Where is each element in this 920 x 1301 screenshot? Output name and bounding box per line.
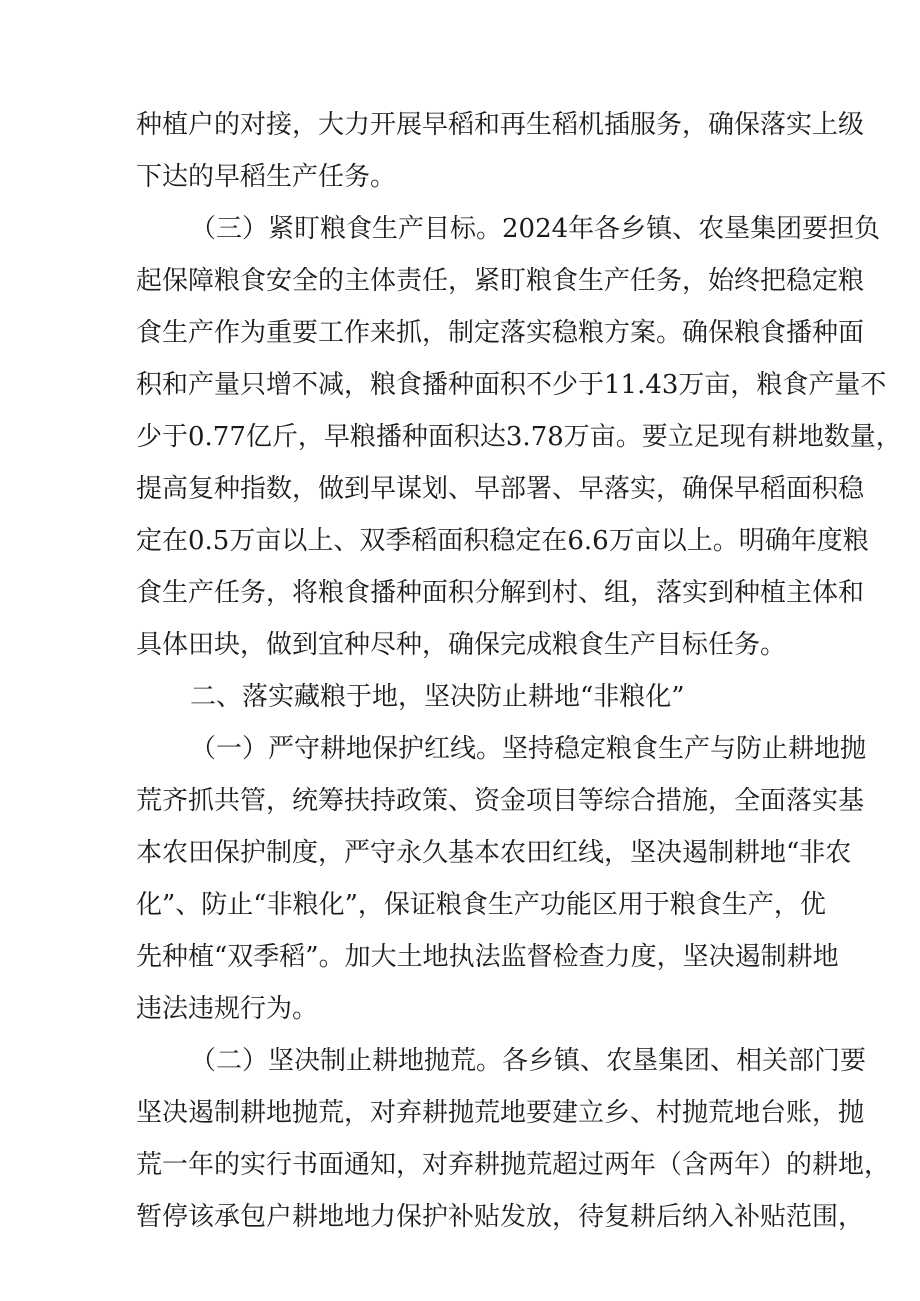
- body-line: 本农田保护制度，严守永久基本农田红线，坚决遏制耕地“非农: [136, 838, 852, 868]
- body-line: 荒一年的实行书面通知，对弃耕抛荒超过两年（含两年）的耕地，: [136, 1150, 891, 1180]
- body-line: 食生产任务，将粮食播种面积分解到村、组，落实到种植主体和: [136, 578, 865, 608]
- body-line: 种植户的对接，大力开展早稻和再生稻机插服务，确保落实上级: [136, 110, 865, 140]
- body-line: 违法违规行为。: [136, 994, 319, 1024]
- body-line: 坚决遏制耕地抛荒，对弃耕抛荒地要建立乡、村抛荒地台账，抛: [136, 1098, 865, 1128]
- body-line: 化”、防止“非粮化”，保证粮食生产功能区用于粮食生产，优: [136, 890, 826, 920]
- body-line: 起保障粮食安全的主体责任，紧盯粮食生产任务，始终把稳定粮: [136, 266, 865, 296]
- body-line: 积和产量只增不减，粮食播种面积不少于11.43万亩，粮食产量不: [136, 370, 887, 400]
- body-line: 暂停该承包户耕地地力保护补贴发放，待复耕后纳入补贴范围，: [136, 1202, 865, 1232]
- body-line: 少于0.77亿斤，早粮播种面积达3.78万亩。要立足现有耕地数量，: [136, 422, 902, 452]
- body-line: 食生产作为重要工作来抓，制定落实稳粮方案。确保粮食播种面: [136, 318, 865, 348]
- body-line: （三）紧盯粮食生产目标。2024年各乡镇、农垦集团要担负: [190, 214, 881, 244]
- body-line: 提高复种指数，做到早谋划、早部署、早落实，确保早稻面积稳: [136, 474, 865, 504]
- body-line: 先种植“双季稻”。加大土地执法监督检查力度，坚决遏制耕地: [136, 942, 839, 972]
- body-line: （二）坚决制止耕地抛荒。各乡镇、农垦集团、相关部门要: [190, 1046, 867, 1076]
- body-line: 具体田块，做到宜种尽种，确保完成粮食生产目标任务。: [136, 630, 787, 660]
- body-line: 定在0.5万亩以上、双季稻面积稳定在6.6万亩以上。明确年度粮: [136, 526, 869, 556]
- body-line: 荒齐抓共管，统筹扶持政策、资金项目等综合措施，全面落实基: [136, 786, 865, 816]
- body-line: （一）严守耕地保护红线。坚持稳定粮食生产与防止耕地抛: [190, 734, 867, 764]
- section-heading: 二、落实藏粮于地，坚决防止耕地“非粮化”: [190, 682, 685, 712]
- body-line: 下达的早稻生产任务。: [136, 162, 397, 192]
